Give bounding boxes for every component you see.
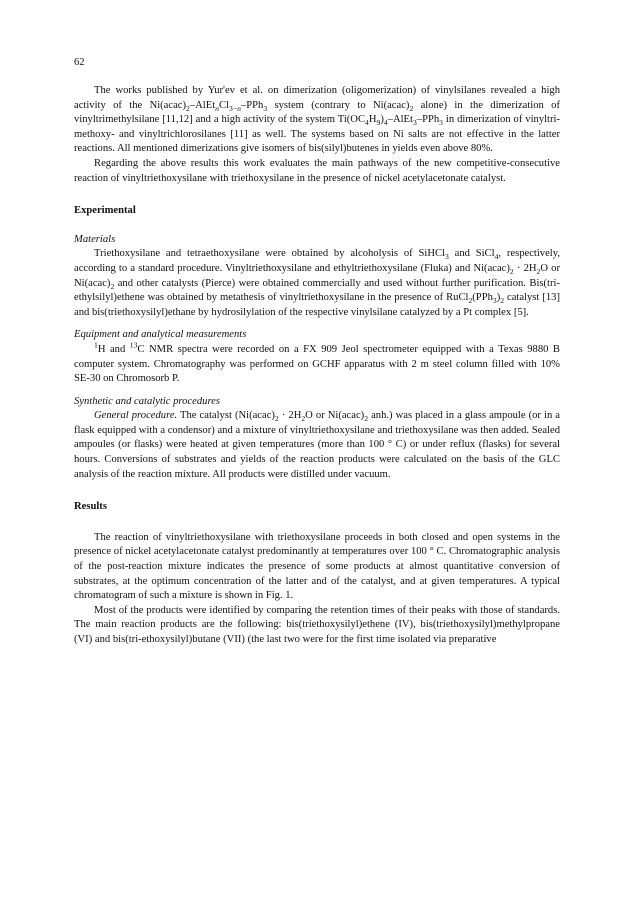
- paragraph-aim: Regarding the above results this work evaluates the main pathways of the new competitive-consecutive reaction of vinyltriethoxysilane with triethoxysilane in the presence of nickel acetylacetonate catalyst.: [74, 157, 560, 184]
- paragraph-synthetic: General procedure. The catalyst ($Ni(acac)_2 \cdot 2H_2O$ or $Ni(acac)_2$ anh.) was placed in a glass ampoule (or in a flask equipped with a condensor) and a mixture of vinyltriethoxysilane and triethoxysilane was then added. Sealed ampoules (or flasks) were heated at given temperatures (more than 100 ° C) or under reflux (flasks) for several hours. Conversions of substrates and yields of the reaction products were calculated on the basis of the GLC analysis of the reaction mixture. All products were distilled under vacuum.: [74, 410, 561, 480]
- page-number: 62: [74, 57, 85, 68]
- article-body: [74, 84, 560, 648]
- paragraph-results-1: The reaction of vinyltriethoxysilane with triethoxysilane proceeds in both closed and open systems in the presence of nickel acetylacetonate catalyst predominantly at temperatures over 100 ° C. Chromatographic analysis of the post-reaction mixture indicates the presence of some products at almost quantitative conversion of substrates, at the optimum concentration of the latter and of the catalyst, and at given temperatures. A typical chromatogram of such a mixture is shown in Fig. 1.: [74, 531, 560, 602]
- paragraph-results-2: Most of the products were identified by comparing the retention times of their peaks with those of standards. The main reaction products are the following: bis(triethoxysilyl)ethene (IV), bis(triethoxysilyl)methylpropane (VI) and bis(tri-ethoxysilyl)butane (VII) (the last two were for the first time isolated via preparative: [74, 604, 560, 645]
- heading-results: Results: [74, 501, 107, 513]
- paragraph-equipment: $^1$H and $^{13}$C NMR spectra were recorded on a FX 909 Jeol spectrometer equipped with a Texas 9880 B computer system. Chromatography was performed on GCHF apparatus with 2 m steel column filled with 10% SE-30 on Chromosorb P.: [74, 340, 560, 385]
- subheading-synthetic: Synthetic and catalytic procedures: [74, 395, 221, 407]
- subheading-materials: Materials: [74, 233, 116, 245]
- paragraph-materials: Triethoxysilane and tetraethoxysilane were obtained by alcoholysis of SiHCl$_3$ and SiCl$_4$, respectively, according to a standard procedure. Vinyltriethoxysilane and ethyltriethoxysilane (Fluka) and $Ni(acac)_2 \cdot 2H_2O$ or $Ni(acac)_2$ and other catalysts (Pierce) were obtained commercially and used without further purification. Bis(tri-ethylsilyl)ethene was obtained by metathesis of vinyltriethoxysilane in the presence of $RuCl_2(PPh_3)_2$ catalyst [13] and bis(triethoxysilyl)ethane by hydrosilylation of the respective vinylsilane catalyzed by a Pt complex [5].: [74, 248, 560, 318]
- paragraph-intro: The works published by Yur'ev et al. on dimerization (oligomerization) of vinylsilanes revealed a high activity of the $Ni(acac)_2-AlEt_nCl_{3-n}-PPh_3$ system (contrary to $Ni(acac)_2$ alone) in the dimerization of vinyltrimethylsilane [11,12] and a high activity of the system $Ti(OC_4H_9)_4-AlEt_3-PPh_3$ in dimerization of vinyltri-methoxy- and vinyltrichlorosilanes [11] as well. The systems based on Ni salts are not effective in the latter reactions. All mentioned dimerizations give isomers of bis(silyl)butenes in yields even above 80%.: [74, 85, 560, 155]
- heading-experimental: Experimental: [74, 205, 136, 217]
- subheading-equipment: Equipment and analytical measurements: [74, 329, 247, 341]
